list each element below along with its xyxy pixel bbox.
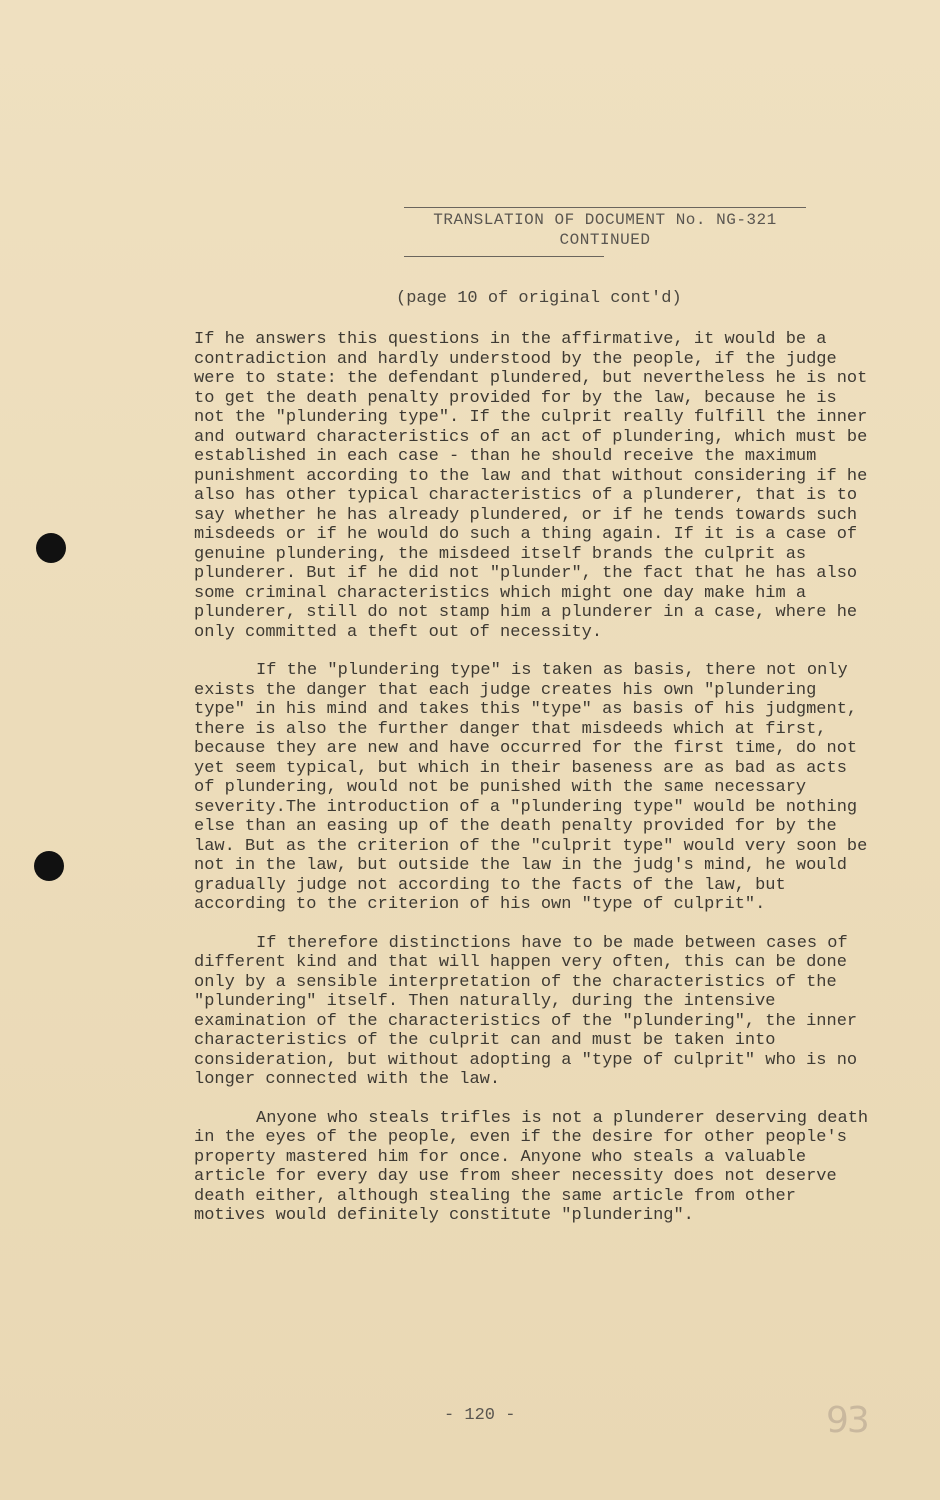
punch-hole-lower — [34, 851, 64, 881]
paragraph-3: If therefore distinctions have to be made between cases of different kind and that will happen very often, this can be done only by a sensible interpretation of the characteristics of the "plundering" itself. Then naturally, during the intensive examination of the characteristics of the "plundering", the inner characteristics of the culprit can and must be taken into consideration, but without adopting a "type of culprit" who is no longer connected with the law. — [194, 933, 868, 1089]
header-rule-top — [404, 207, 806, 208]
header-continued: CONTINUED — [559, 231, 651, 249]
header-rule-bottom — [404, 256, 604, 257]
punch-hole-upper — [36, 533, 66, 563]
paragraph-2: If the "plundering type" is taken as basis, there not only exists the danger that each judge creates his own "plundering type" in his mind and takes this "type" as basis of his judgment, there is also the further danger that misdeeds which at first, because they are new and have occurred for the first time, do not yet seem typical, but which in their baseness are as bad as acts of plundering, would not be punished with the same necessary severity.The introduction of a "plundering type" would be nothing else than an easing up of the death penalty provided for by the law. But as the criterion of the "culprit type" would very soon be not in the law, but outside the law in the judg's mind, he would gradually judge not according to the facts of the law, but according to the criterion of his own "type of culprit". — [194, 661, 878, 914]
header-title: TRANSLATION OF DOCUMENT No. NG-321 — [433, 211, 777, 229]
document-header — [404, 207, 806, 257]
paragraph-1: If he answers this questions in the affirmative, it would be a contradiction and hardly understood by the people, if the judge were to state: the defendant plundered, but nevertheless he is not to get the death penalty provided for by the law, because he is not the "plundering type". If the culprit really fulfill the inner and outward characteristics of an act of plundering, which must be established in each case - than he should receive the maximum punishment according to the law and that without considering if he also has other typical characteristics of a plunderer, that is to say whether he has already plundered, or if he tends towards such misdeeds or if he would do such a thing again. If it is a case of genuine plundering, the misdeed itself brands the culprit as plunderer. But if he did not "plunder", the fact that he has also some criminal characteristics which might one day make him a plunderer, still do not stamp him a plunderer in a case, where he only committed a theft out of necessity. — [194, 330, 878, 642]
page-number: - 120 - — [444, 1406, 516, 1425]
page-subheading: (page 10 of original cont'd) — [396, 289, 682, 308]
folio-mark: 93 — [826, 1400, 868, 1441]
paragraph-4: Anyone who steals trifles is not a plunderer deserving death in the eyes of the people, even if the desire for other people's property mastered him for once. Anyone who steals a valuable article for every day use from sheer necessity does not deserve death either, although stealing the same article from other motives would definitely constitute "plundering". — [194, 1108, 879, 1225]
document-body — [194, 330, 879, 1245]
